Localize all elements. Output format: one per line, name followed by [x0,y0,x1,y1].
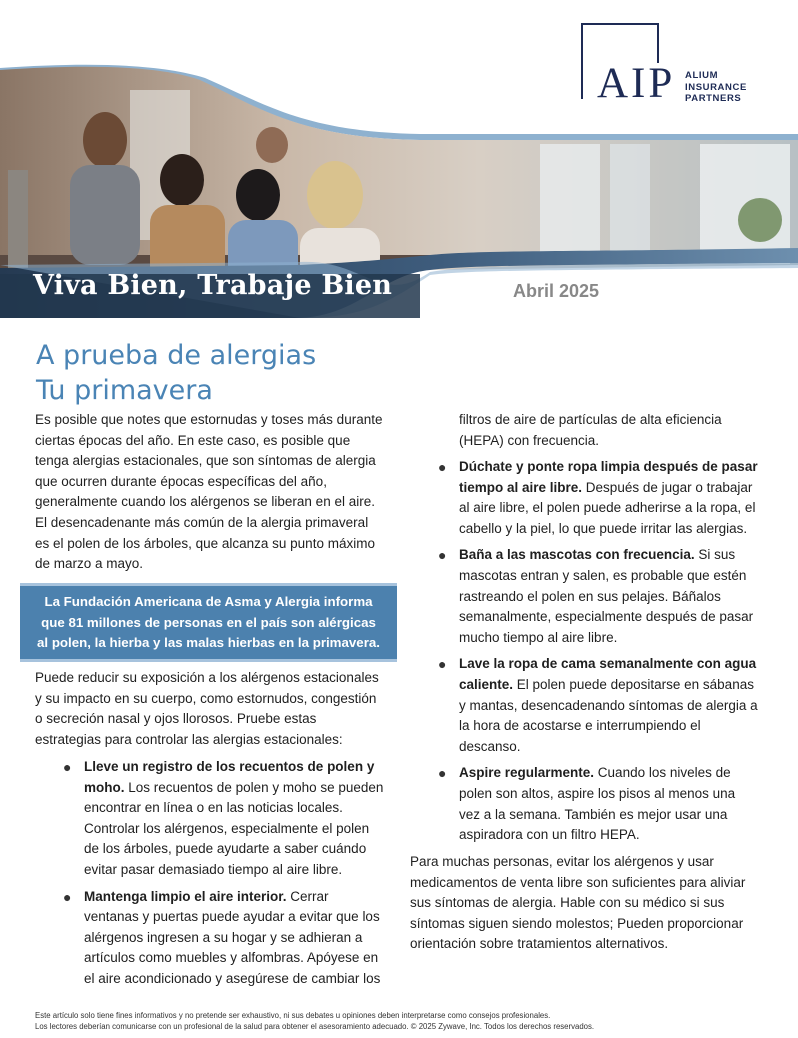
tip-text: Cerrar ventanas y puertas puede ayudar a evitar que los alérgenos ingresen a su hogar y se adhieran a artículos como muebles y alfombras. Apóyese en el aire acondicionado y asegúrese de cambiar los [84,888,381,986]
bullet-icon: ● [438,765,447,782]
tip-heading: Dúchate y ponte ropa limpia después de pasar tiempo al aire libre. [459,459,758,495]
article-title [36,338,316,408]
newsletter-title: Viva Bien, Trabaje Bien [33,270,393,301]
logo-word-3: PARTNERS [685,93,742,104]
disclaimer-line-2: Los lectores deberían comunicarse con un profesional de la salud para obtener el asesoramiento adecuado. © 2025 Zywave, Inc. Todos los derechos reservados. [35,1022,595,1031]
intro-paragraph: Es posible que notes que estornudas y toses más durante ciertas épocas del año. En este caso, es posible que tenga alergias estacionales, que son síntomas de alergia que ocurren durante épocas específicas del año, generalmente cuando los alérgenos se liberan en el aire. El desencadenante más común de la alergia primaveral es el polen de los árboles, que alcanza su punto máximo de marzo a mayo. [35,412,383,572]
logo-word-2: INSURANCE [685,81,747,93]
list-item [63,757,384,881]
bullet-icon: ● [438,547,447,564]
disclaimer-footer [35,1010,775,1032]
tip-heading: Mantenga limpio el aire interior. [84,888,287,904]
left-column-continued [35,668,385,750]
callout-box [20,583,397,662]
callout-text: La Fundación Americana de Asma y Alergia informa que 81 millones de personas en el país son alérgicas al polen, la hierba y las malas hierbas en la primavera. [37,594,380,650]
tip-continued-text: filtros de aire de partículas de alta eficiencia (HEPA) con frecuencia. [459,412,722,448]
article-title-line-2: Tu primavera [36,375,213,406]
disclaimer-line-1: Este artículo solo tiene fines informativos y no pretende ser exhaustivo, ni sus debates u opiniones deben interpretarse como consejos profesionales. [35,1011,551,1020]
issue-date: Abril 2025 [513,281,600,301]
tip-text: Si sus mascotas entran y salen, es probable que estén rastreando el polen en sus pelajes. Báñalos semanalmente, especialmente después de pasar mucho tiempo al aire libre. [459,547,754,645]
tip-heading: Lave la ropa de cama semanalmente con agua caliente. [459,656,757,692]
article-title-line-1: A prueba de alergias [36,340,317,371]
bullet-icon: ● [438,656,447,673]
tip-heading: Baña a las mascotas con frecuencia. [459,547,695,563]
tip-text: Los recuentos de polen y moho se pueden encontrar en línea o en las noticias locales. Controlar los alérgenos, especialmente el polen de los árboles, puede ayudarte a saber cuándo evitar pasar demasiado tiempo al aire libre. [84,779,384,877]
tips-list-right [438,457,759,852]
bullet-icon: ● [63,888,72,905]
closing-paragraph: Para muchas personas, evitar los alérgenos y usar medicamentos de venta libre son suficientes para aliviar sus síntomas de alergia. Hable con su médico si sus síntomas siguen siendo molestos; Pueden proporcionar orientación sobre tratamientos alternativos. [410,854,746,952]
list-item [438,545,759,648]
logo-mark: AIP [597,60,676,107]
list-item [438,457,759,539]
tips-list-left [63,757,384,996]
bullet-icon: ● [63,759,72,775]
strategy-intro-paragraph: Puede reducir su exposición a los alérgenos estacionales y su impacto en su cuerpo, como estornudos, congestión o secreción nasal y ojos llorosos. Pruebe estas estrategias para controlar las alergias estacionales: [35,670,379,747]
tip-text: Cuando los niveles de polen son altos, aspire los pisos al menos una vez a la semana. También es mejor usar una aspiradora con un filtro HEPA. [459,765,736,843]
list-item [438,763,759,845]
bullet-icon: ● [438,459,447,475]
list-item [438,654,759,757]
logo-word-1: ALIUM [685,70,719,81]
left-column [35,410,385,575]
tip-text: Después de jugar o trabajar al aire libre, el polen puede adherirse a la ropa, el cabello y la piel, lo que puede irritar las alergias. [459,479,756,536]
tip-heading: Lleve un registro de los recuentos de polen y moho. [84,759,375,795]
list-item [63,887,384,990]
tip-text: El polen puede depositarse en sábanas y mantas, desencadenando síntomas de alergia a la hora de acostarse e interrumpiendo el descanso. [459,676,758,754]
tip-heading: Aspire regularmente. [459,765,595,781]
